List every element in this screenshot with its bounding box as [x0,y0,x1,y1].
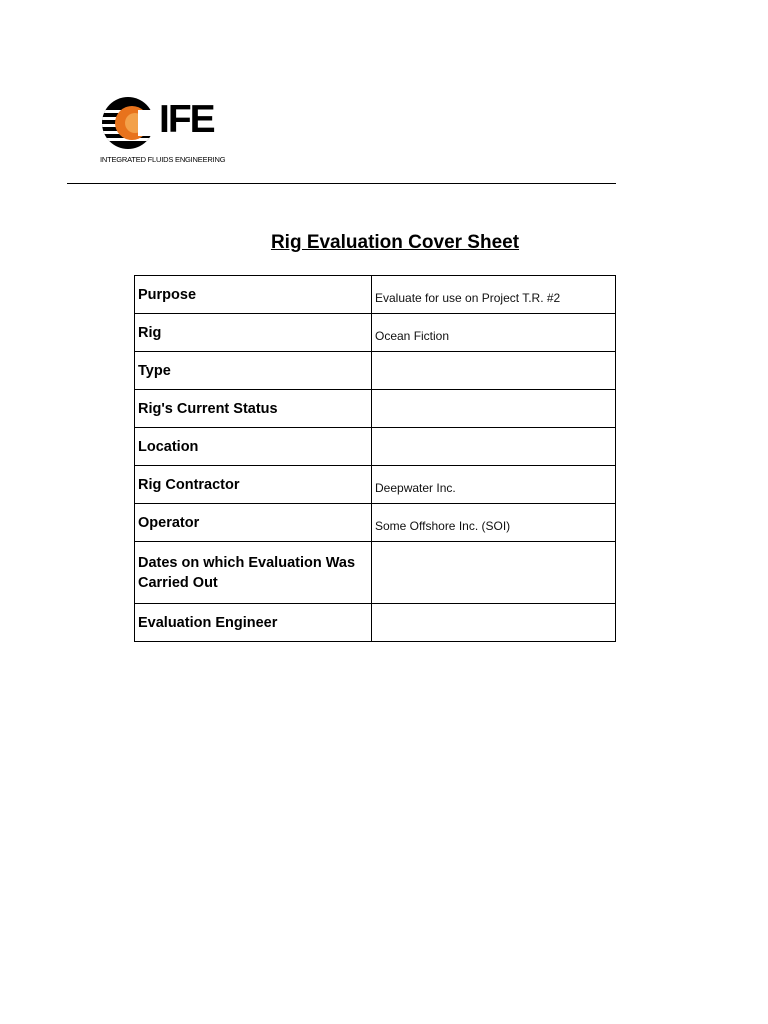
row-value [372,352,616,390]
ife-logo-icon [100,96,160,152]
table-row [135,604,616,642]
header-divider [67,183,616,184]
row-label: Rig Contractor [135,466,372,504]
row-label: Location [135,428,372,466]
row-label: Rig's Current Status [135,390,372,428]
table-row [135,314,616,352]
row-value: Evaluate for use on Project T.R. #2 [372,276,616,314]
logo-wordmark: IFE [159,98,214,141]
row-label: Purpose [135,276,372,314]
table-row [135,504,616,542]
row-value [372,604,616,642]
table-row [135,352,616,390]
table-row [135,276,616,314]
row-value [372,542,616,604]
page-title: Rig Evaluation Cover Sheet [270,232,520,253]
row-label: Rig [135,314,372,352]
row-label: Dates on which Evaluation Was Carried Out [135,542,372,604]
logo-tagline: INTEGRATED FLUIDS ENGINEERING [100,155,226,164]
table-row [135,428,616,466]
table-row [135,542,616,604]
row-value: Deepwater Inc. [372,466,616,504]
company-logo [100,96,240,166]
row-value: Ocean Fiction [372,314,616,352]
row-value: Some Offshore Inc. (SOI) [372,504,616,542]
row-label: Type [135,352,372,390]
cover-sheet-table [134,275,616,642]
row-value [372,428,616,466]
row-label: Operator [135,504,372,542]
table-row [135,390,616,428]
row-label: Evaluation Engineer [135,604,372,642]
row-value [372,390,616,428]
table-row [135,466,616,504]
